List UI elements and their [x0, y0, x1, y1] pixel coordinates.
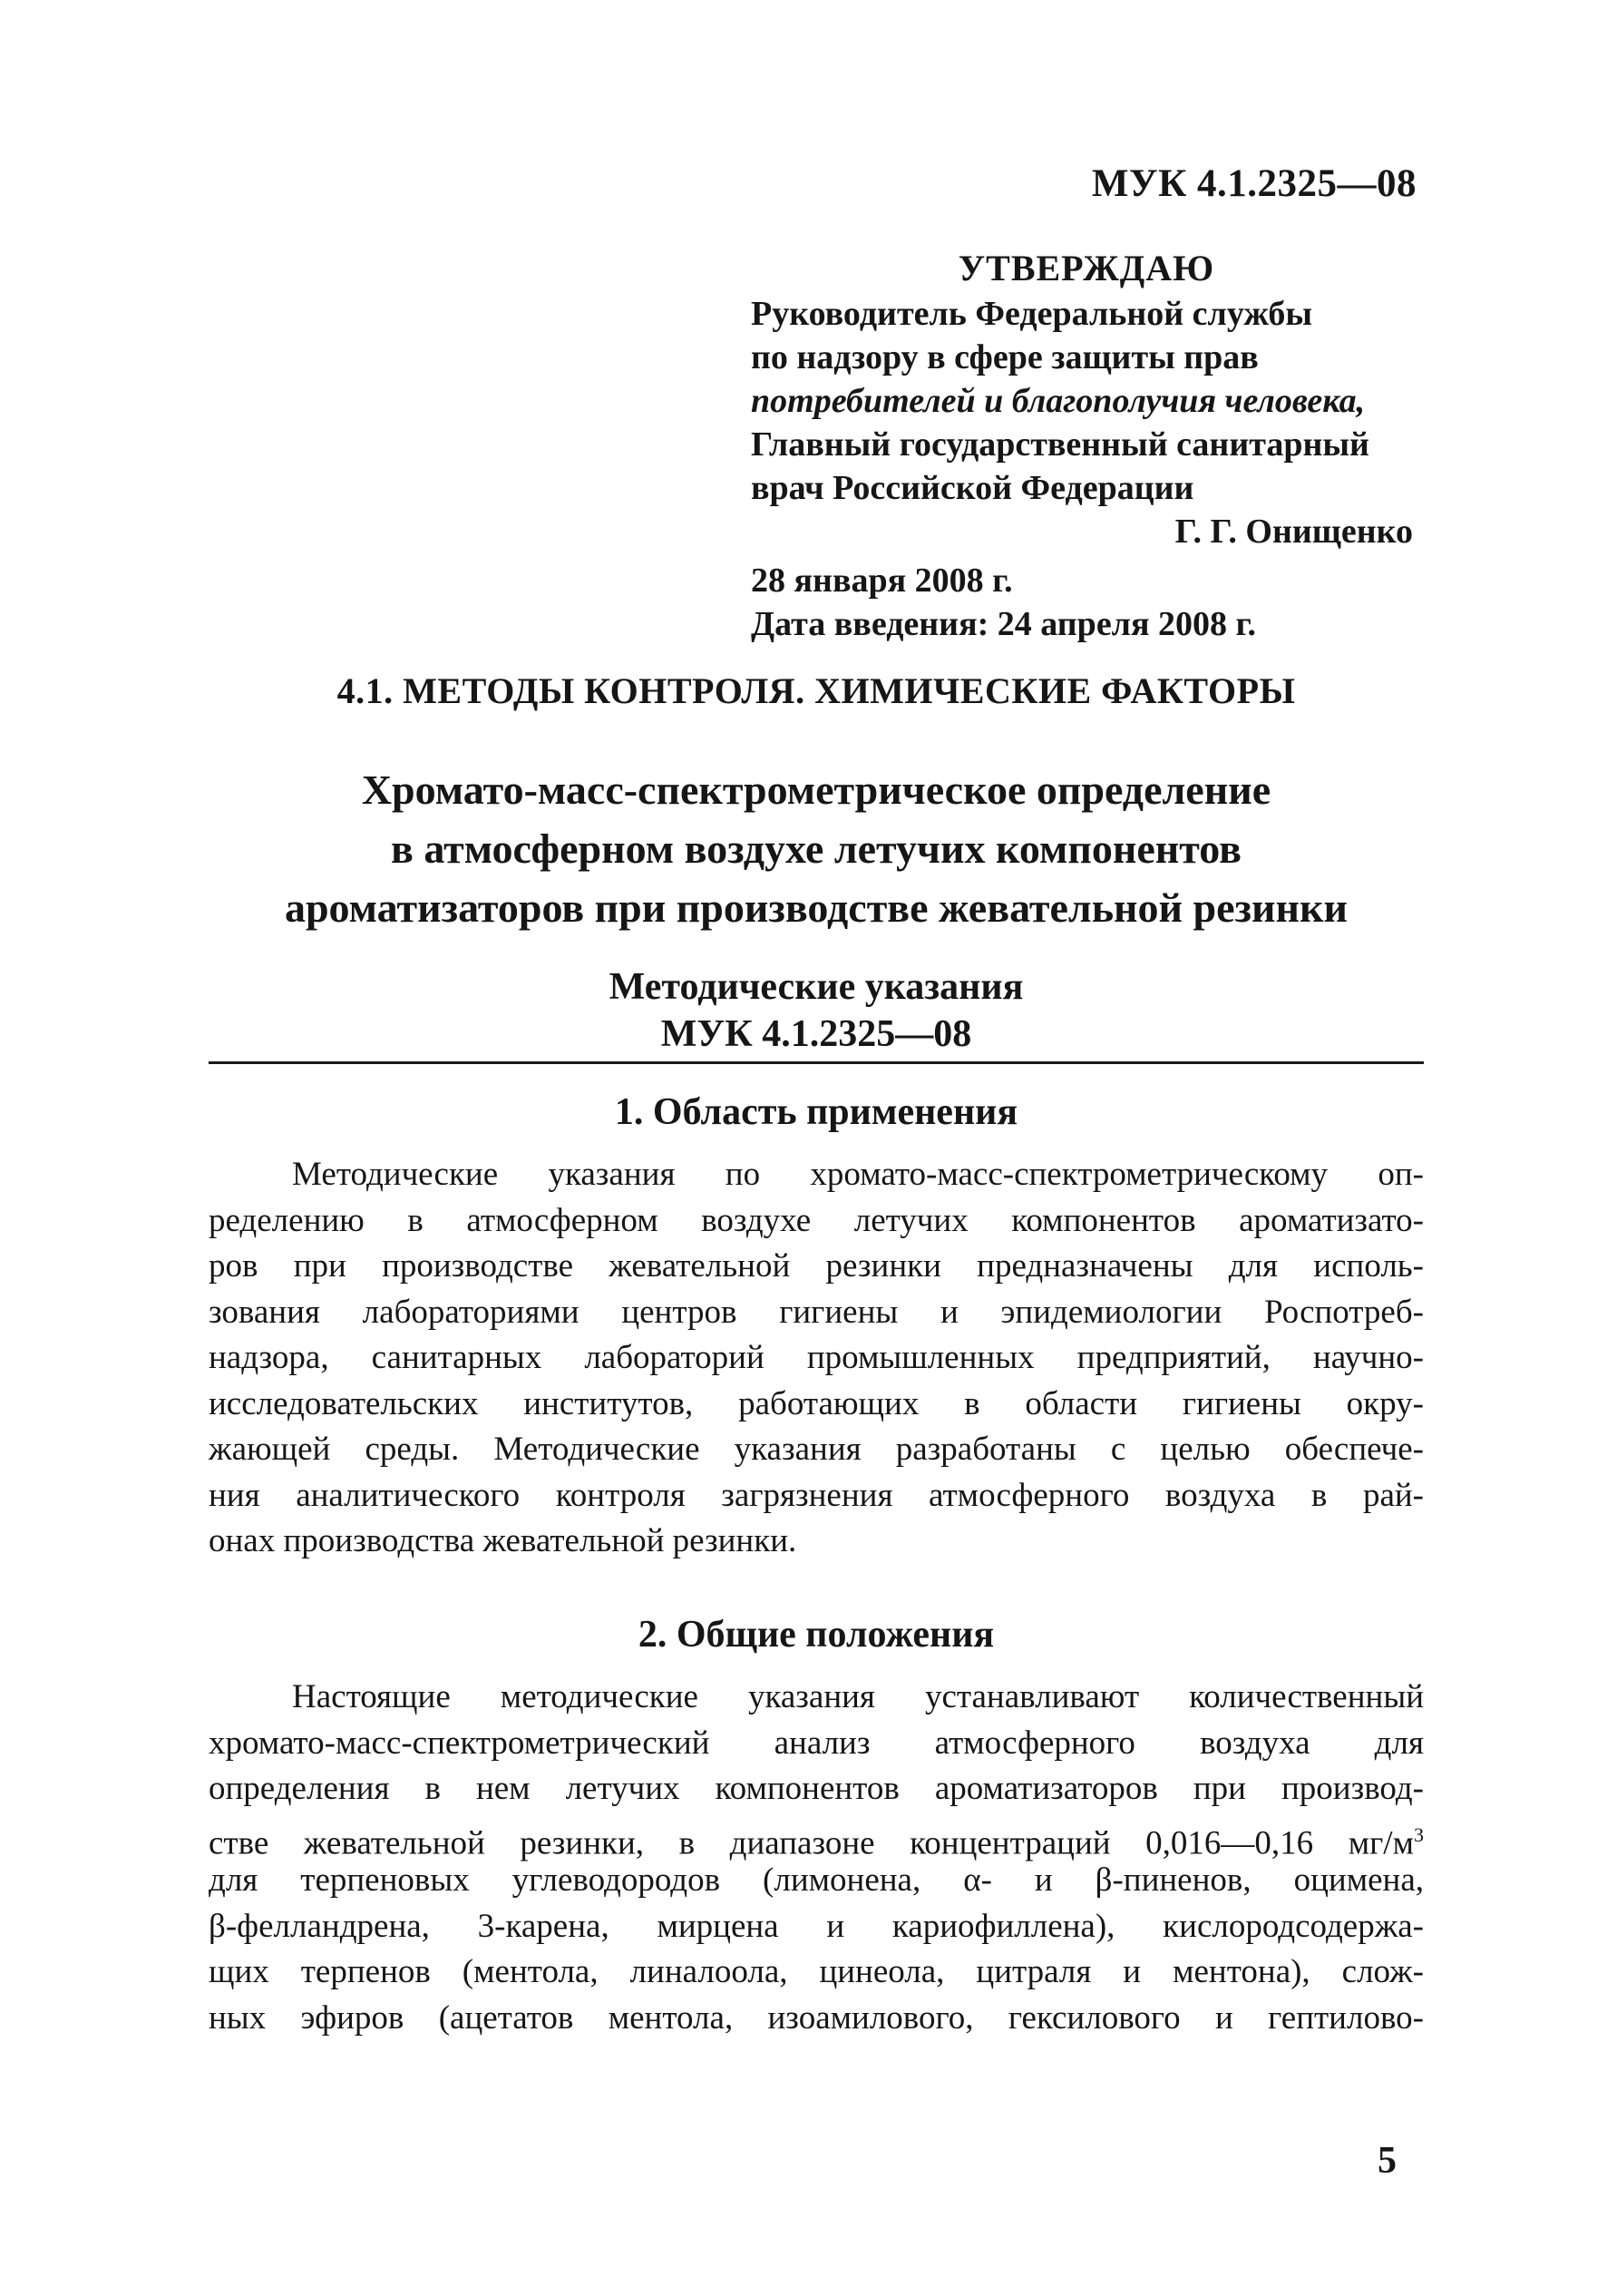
- approval-block: [751, 247, 1422, 646]
- section-1-body: [209, 1152, 1424, 1565]
- paragraph-line: жающей среды. Методические указания разработаны с целью обеспече-: [209, 1431, 1424, 1468]
- section-1-heading: 1. Область применения: [614, 1091, 1018, 1133]
- paragraph-line: исследовательских институтов, работающих в области гигиены окру-: [209, 1384, 1424, 1422]
- paragraph-line: надзора, санитарных лабораторий промышленных предприятий, научно-: [209, 1339, 1424, 1376]
- paragraph-line: ределению в атмосферном воздухе летучих компонентов ароматизато-: [209, 1201, 1424, 1239]
- paragraph-line-text: стве жевательной резинки, в диапазоне концентраций 0,016—0,16 мг/м: [209, 1823, 1414, 1861]
- page-number: 5: [1378, 2140, 1397, 2182]
- approval-line: потребителей и благополучия человека,: [751, 382, 1366, 420]
- paragraph-line: ров при производстве жевательной резинки предназначены для исполь-: [209, 1247, 1424, 1285]
- approval-signer: Г. Г. Онищенко: [1174, 513, 1413, 551]
- document-code-header: МУК 4.1.2325—08: [1091, 162, 1417, 205]
- title-line: ароматизаторов при производстве жевательной резинки: [284, 884, 1349, 931]
- title-line: в атмосферном воздухе летучих компонентов: [391, 826, 1242, 872]
- paragraph-line: щих терпенов (ментола, линалоола, цинеола, цитраля и ментона), слож-: [209, 1953, 1424, 1990]
- section-2-body: [209, 1675, 1424, 2041]
- category-heading: 4.1. МЕТОДЫ КОНТРОЛЯ. ХИМИЧЕСКИЕ ФАКТОРЫ: [336, 670, 1296, 711]
- approval-line: врач Российской Федерации: [751, 469, 1194, 507]
- document-type-code: МУК 4.1.2325—08: [660, 1013, 972, 1055]
- paragraph-line: определения в нем летучих компонентов ароматизаторов при производ-: [209, 1770, 1424, 1807]
- unit-superscript: 3: [1414, 1822, 1424, 1846]
- title-line: Хромато-масс-спектрометрическое определение: [361, 767, 1271, 813]
- approval-line: Руководитель Федеральной службы: [751, 295, 1313, 333]
- paragraph-line: онах производства жевательной резинки.: [209, 1522, 797, 1559]
- document-type-label: Методические указания: [609, 966, 1024, 1008]
- divider-rule: [209, 1061, 1424, 1064]
- approval-line: Главный государственный санитарный: [751, 425, 1369, 464]
- approval-date: 28 января 2008 г.: [751, 562, 1013, 600]
- paragraph-line: ния аналитического контроля загрязнения атмосферного воздуха в рай-: [209, 1476, 1424, 1514]
- paragraph-line: Настоящие методические указания устанавливают количественный: [292, 1678, 1424, 1715]
- paragraph-line: β-фелландрена, 3-карена, мирцена и кариофиллена), кислородсодержа-: [209, 1907, 1424, 1945]
- effective-date: Дата введения: 24 апреля 2008 г.: [751, 605, 1257, 643]
- approval-line: по надзору в сфере защиты прав: [751, 338, 1259, 376]
- paragraph-line: для терпеновых углеводородов (лимонена, α- и β-пиненов, оцимена,: [209, 1861, 1424, 1899]
- document-type: [209, 963, 1424, 1058]
- document-title: [209, 760, 1424, 937]
- paragraph-line: хромато-масс-спектрометрический анализ атмосферного воздуха для: [209, 1724, 1424, 1762]
- paragraph-line-with-unit: [209, 1812, 1424, 1859]
- section-2-heading: 2. Общие положения: [638, 1614, 995, 1656]
- paragraph-line: зования лабораториями центров гигиены и эпидемиологии Роспотреб-: [209, 1293, 1424, 1331]
- approval-heading: УТВЕРЖДАЮ: [958, 248, 1215, 288]
- paragraph-line: Методические указания по хромато-масс-спектрометрическому оп-: [292, 1156, 1424, 1193]
- paragraph-line: ных эфиров (ацетатов ментола, изоамилового, гексилового и гептилово-: [209, 1998, 1424, 2037]
